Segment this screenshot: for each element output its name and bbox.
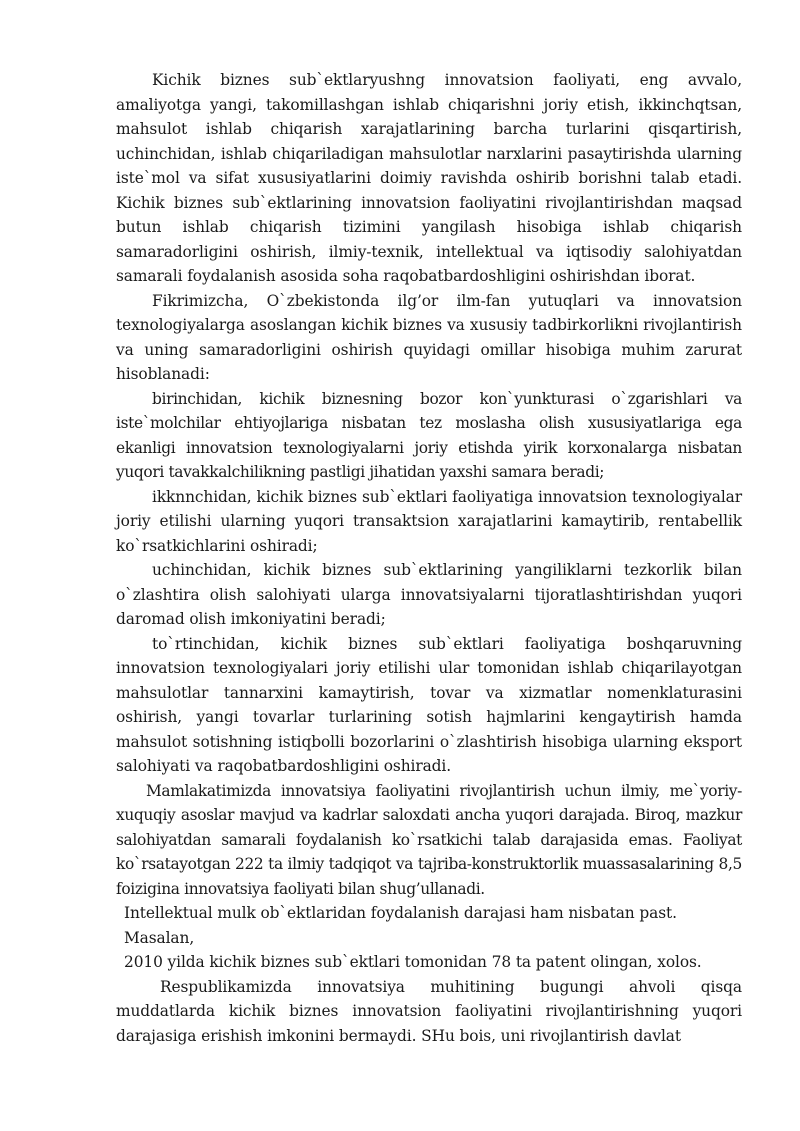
paragraph-thirdly: uchinchidan, kichik biznes sub`ektlarining yangiliklarni tezkorlik bilan o`zlashtira olish salohiyati ularga innovatsiyalarni tijoratlashtirishdan yuqori daromad olish imkoniyatini beradi; bbox=[116, 561, 742, 628]
paragraph-innovation-activity: Kichik biznes sub`ektlaryushng innovatsion faoliyati, eng avvalo, amaliyotga yangi, takomillashgan ishlab chiqarishni joriy etish, ikkinchqtsan, mahsulot ishlab chiqarish xarajatlarining barcha turlarini qisqartirish, uchinchidan, ishlab chiqariladigan mahsulotlar narxlarini pasaytirishda ularning iste`mol va sifat xususiyatlarini doimiy ravishda oshirib borishni talab etadi. Kichik biznes sub`ektlarining innovatsion faoliyatini rivojlantirishdan maqsad butun ishlab chiqarish tizimini yangilash hisobiga ishlab chiqarish samaradorligini oshirish, ilmiy-texnik, intellektual va iqtisodiy salohiyatdan samarali foydalanish asosida soha raqobatbardoshligini oshirishdan iborat. bbox=[116, 71, 742, 285]
paragraph-intellectual-property: Intellektual mulk ob`ektlaridan foydalanish darajasi ham nisbatan past. Masalan, bbox=[124, 904, 677, 947]
paragraph-national-innovation: Mamlakatimizda innovatsiya faoliyatini rivojlantirish uchun ilmiy, me`yoriy-xuquqiy asoslar mavjud va kadrlar saloxdati ancha yuqori darajada. Biroq, mazkur salohiyatdan samarali foydalanish ko`rsatkichi talab darajasida emas. Faoliyat ko`rsatayotgan 222 ta ilmiy tadqiqot va tajriba-konstruktorlik muassasalarining 8,5 foizigina innovatsiya faoliyati bilan shug’ullanadi. bbox=[116, 781, 742, 898]
paragraph-firstly: birinchidan, kichik biznesning bozor kon`yunkturasi o`zgarishlari va iste`molchilar ehtiyojlariga nisbatan tez moslasha olish xususiyatlariga ega ekanligi innovatsion texnologiyalarni joriy etishda yirik korxonalarga nisbatan yuqori tavakkalchilikning pastligi jihatidan yaxshi samara beradi; bbox=[116, 389, 742, 481]
paragraph-fourthly: to`rtinchidan, kichik biznes sub`ektlari faoliyatiga boshqaruvning innovatsion texnologiyalari joriy etilishi ular tomonidan ishlab chiqarilayotgan mahsulotlar tannarxini kamaytirish, tovar va xizmatlar nomenklaturasini oshirish, yangi tovarlar turlarining sotish hajmlarini kengaytirish hamda mahsulot sotishning istiqbolli bozorlarini o`zlashtirish hisobiga ularning eksport salohiyati va raqobatbardoshligini oshiradi. bbox=[116, 634, 742, 775]
document-page bbox=[116, 68, 742, 1048]
paragraph-patents-2010: 2010 yilda kichik biznes sub`ektlari tomonidan 78 ta patent olingan, xolos. bbox=[124, 953, 702, 971]
paragraph-secondly: ikknnchidan, kichik biznes sub`ektlari faoliyatiga innovatsion texnologiyalar joriy etilishi ularning yuqori transaktsion xarajatlarini kamaytirib, rentabellik ko`rsatkichlarini oshiradi; bbox=[116, 487, 742, 555]
paragraph-republic-environment: Respublikamizda innovatsiya muhitining bugungi ahvoli qisqa muddatlarda kichik biznes innovatsion faoliyatini rivojlantirishning yuqori darajasiga erishish imkonini bermaydi. SHu bois, uni rivojlantirish davlat bbox=[116, 977, 742, 1045]
paragraph-opinion: Fikrimizcha, O`zbekistonda ilg’or ilm-fan yutuqlari va innovatsion texnologiyalarga asoslangan kichik biznes va xususiy tadbirkorlikni rivojlantirish va uning samaradorligini oshirish quyidagi omillar hisobiga muhim zarurat hisoblanadi: bbox=[116, 291, 742, 383]
